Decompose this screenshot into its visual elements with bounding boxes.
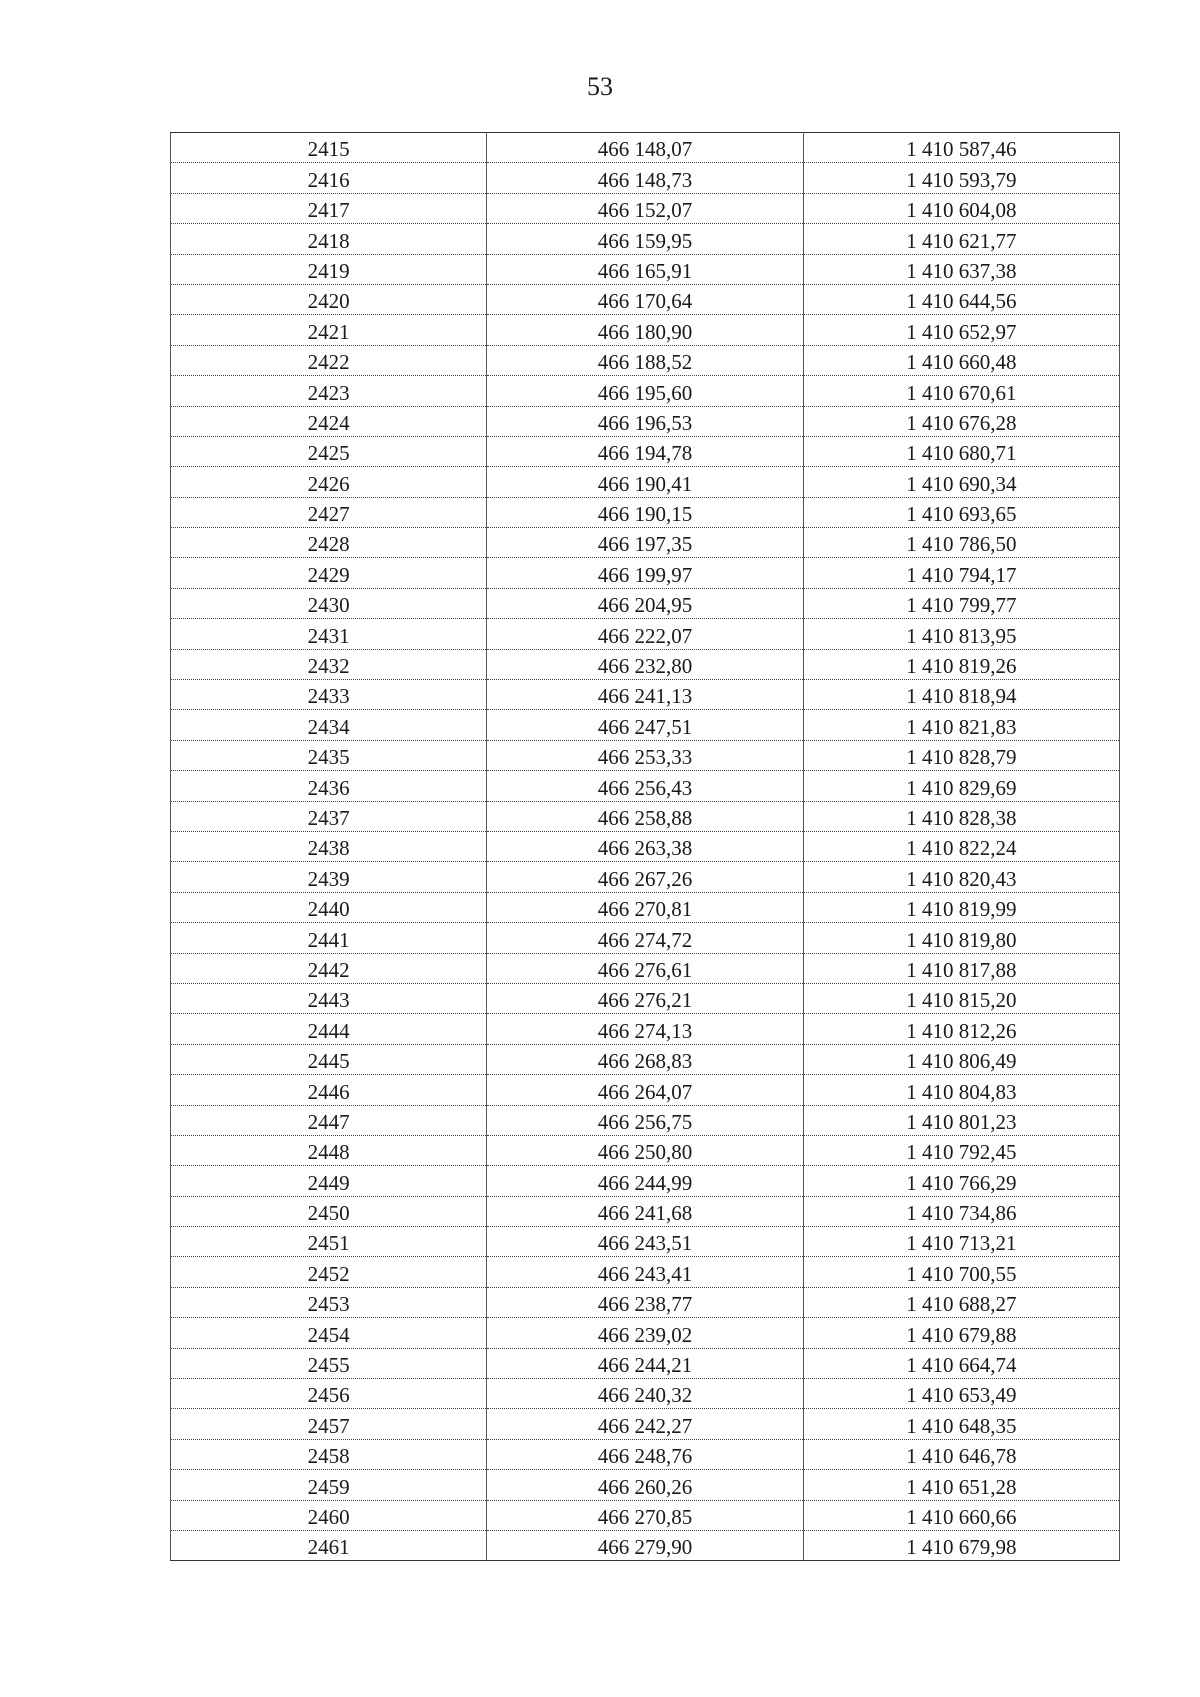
x-coordinate-cell: 466 244,21: [487, 1348, 803, 1378]
point-number-cell: 2443: [171, 983, 487, 1013]
table-row: [171, 1075, 1120, 1105]
y-coordinate-cell: 1 410 670,61: [803, 376, 1119, 406]
table-row: [171, 345, 1120, 375]
x-coordinate-cell: 466 243,51: [487, 1227, 803, 1257]
y-coordinate-cell: 1 410 604,08: [803, 193, 1119, 223]
table-row: [171, 831, 1120, 861]
point-number-cell: 2433: [171, 680, 487, 710]
x-coordinate-cell: 466 188,52: [487, 345, 803, 375]
x-coordinate-cell: 466 247,51: [487, 710, 803, 740]
x-coordinate-cell: 466 241,13: [487, 680, 803, 710]
x-coordinate-cell: 466 270,81: [487, 892, 803, 922]
point-number-cell: 2427: [171, 497, 487, 527]
table-row: [171, 1227, 1120, 1257]
table-row: [171, 1470, 1120, 1500]
x-coordinate-cell: 466 264,07: [487, 1075, 803, 1105]
point-number-cell: 2435: [171, 740, 487, 770]
point-number-cell: 2461: [171, 1530, 487, 1560]
table-row: [171, 740, 1120, 770]
x-coordinate-cell: 466 240,32: [487, 1379, 803, 1409]
table-row: [171, 1105, 1120, 1135]
point-number-cell: 2434: [171, 710, 487, 740]
table-row: [171, 771, 1120, 801]
table-row: [171, 254, 1120, 284]
y-coordinate-cell: 1 410 664,74: [803, 1348, 1119, 1378]
y-coordinate-cell: 1 410 646,78: [803, 1439, 1119, 1469]
y-coordinate-cell: 1 410 786,50: [803, 528, 1119, 558]
x-coordinate-cell: 466 238,77: [487, 1287, 803, 1317]
table-row: [171, 133, 1120, 163]
y-coordinate-cell: 1 410 660,66: [803, 1500, 1119, 1530]
x-coordinate-cell: 466 256,43: [487, 771, 803, 801]
table-row: [171, 497, 1120, 527]
point-number-cell: 2454: [171, 1318, 487, 1348]
x-coordinate-cell: 466 241,68: [487, 1196, 803, 1226]
y-coordinate-cell: 1 410 644,56: [803, 284, 1119, 314]
table-row: [171, 1196, 1120, 1226]
x-coordinate-cell: 466 222,07: [487, 619, 803, 649]
table-row: [171, 1530, 1120, 1560]
x-coordinate-cell: 466 199,97: [487, 558, 803, 588]
x-coordinate-cell: 466 152,07: [487, 193, 803, 223]
table-row: [171, 1318, 1120, 1348]
x-coordinate-cell: 466 258,88: [487, 801, 803, 831]
x-coordinate-cell: 466 253,33: [487, 740, 803, 770]
point-number-cell: 2417: [171, 193, 487, 223]
y-coordinate-cell: 1 410 820,43: [803, 862, 1119, 892]
y-coordinate-cell: 1 410 829,69: [803, 771, 1119, 801]
x-coordinate-cell: 466 270,85: [487, 1500, 803, 1530]
point-number-cell: 2436: [171, 771, 487, 801]
y-coordinate-cell: 1 410 812,26: [803, 1014, 1119, 1044]
table-row: [171, 193, 1120, 223]
point-number-cell: 2449: [171, 1166, 487, 1196]
x-coordinate-cell: 466 190,15: [487, 497, 803, 527]
x-coordinate-cell: 466 190,41: [487, 467, 803, 497]
y-coordinate-cell: 1 410 817,88: [803, 953, 1119, 983]
y-coordinate-cell: 1 410 806,49: [803, 1044, 1119, 1074]
y-coordinate-cell: 1 410 822,24: [803, 831, 1119, 861]
table-row: [171, 953, 1120, 983]
table-row: [171, 1287, 1120, 1317]
x-coordinate-cell: 466 263,38: [487, 831, 803, 861]
y-coordinate-cell: 1 410 804,83: [803, 1075, 1119, 1105]
coordinates-table-body: [171, 133, 1120, 1561]
x-coordinate-cell: 466 165,91: [487, 254, 803, 284]
point-number-cell: 2416: [171, 163, 487, 193]
table-row: [171, 983, 1120, 1013]
y-coordinate-cell: 1 410 679,88: [803, 1318, 1119, 1348]
point-number-cell: 2421: [171, 315, 487, 345]
point-number-cell: 2425: [171, 436, 487, 466]
point-number-cell: 2437: [171, 801, 487, 831]
point-number-cell: 2422: [171, 345, 487, 375]
table-row: [171, 436, 1120, 466]
y-coordinate-cell: 1 410 801,23: [803, 1105, 1119, 1135]
table-row: [171, 284, 1120, 314]
table-row: [171, 801, 1120, 831]
table-row: [171, 619, 1120, 649]
x-coordinate-cell: 466 248,76: [487, 1439, 803, 1469]
y-coordinate-cell: 1 410 821,83: [803, 710, 1119, 740]
point-number-cell: 2457: [171, 1409, 487, 1439]
x-coordinate-cell: 466 148,73: [487, 163, 803, 193]
table-row: [171, 406, 1120, 436]
y-coordinate-cell: 1 410 828,79: [803, 740, 1119, 770]
point-number-cell: 2448: [171, 1135, 487, 1165]
x-coordinate-cell: 466 180,90: [487, 315, 803, 345]
point-number-cell: 2440: [171, 892, 487, 922]
table-row: [171, 1166, 1120, 1196]
x-coordinate-cell: 466 256,75: [487, 1105, 803, 1135]
x-coordinate-cell: 466 197,35: [487, 528, 803, 558]
point-number-cell: 2419: [171, 254, 487, 284]
point-number-cell: 2428: [171, 528, 487, 558]
point-number-cell: 2455: [171, 1348, 487, 1378]
x-coordinate-cell: 466 244,99: [487, 1166, 803, 1196]
y-coordinate-cell: 1 410 693,65: [803, 497, 1119, 527]
point-number-cell: 2431: [171, 619, 487, 649]
y-coordinate-cell: 1 410 660,48: [803, 345, 1119, 375]
point-number-cell: 2432: [171, 649, 487, 679]
x-coordinate-cell: 466 274,13: [487, 1014, 803, 1044]
point-number-cell: 2442: [171, 953, 487, 983]
x-coordinate-cell: 466 239,02: [487, 1318, 803, 1348]
x-coordinate-cell: 466 274,72: [487, 923, 803, 953]
y-coordinate-cell: 1 410 653,49: [803, 1379, 1119, 1409]
table-row: [171, 649, 1120, 679]
point-number-cell: 2424: [171, 406, 487, 436]
point-number-cell: 2447: [171, 1105, 487, 1135]
y-coordinate-cell: 1 410 679,98: [803, 1530, 1119, 1560]
y-coordinate-cell: 1 410 690,34: [803, 467, 1119, 497]
x-coordinate-cell: 466 204,95: [487, 588, 803, 618]
y-coordinate-cell: 1 410 676,28: [803, 406, 1119, 436]
table-row: [171, 588, 1120, 618]
point-number-cell: 2429: [171, 558, 487, 588]
table-row: [171, 923, 1120, 953]
y-coordinate-cell: 1 410 766,29: [803, 1166, 1119, 1196]
y-coordinate-cell: 1 410 648,35: [803, 1409, 1119, 1439]
point-number-cell: 2450: [171, 1196, 487, 1226]
y-coordinate-cell: 1 410 587,46: [803, 133, 1119, 163]
y-coordinate-cell: 1 410 819,80: [803, 923, 1119, 953]
page-number: 53: [587, 72, 613, 101]
y-coordinate-cell: 1 410 813,95: [803, 619, 1119, 649]
table-row: [171, 862, 1120, 892]
table-row: [171, 680, 1120, 710]
point-number-cell: 2446: [171, 1075, 487, 1105]
x-coordinate-cell: 466 170,64: [487, 284, 803, 314]
y-coordinate-cell: 1 410 818,94: [803, 680, 1119, 710]
point-number-cell: 2418: [171, 224, 487, 254]
table-row: [171, 1044, 1120, 1074]
x-coordinate-cell: 466 276,21: [487, 983, 803, 1013]
point-number-cell: 2445: [171, 1044, 487, 1074]
point-number-cell: 2451: [171, 1227, 487, 1257]
y-coordinate-cell: 1 410 828,38: [803, 801, 1119, 831]
x-coordinate-cell: 466 279,90: [487, 1530, 803, 1560]
y-coordinate-cell: 1 410 593,79: [803, 163, 1119, 193]
x-coordinate-cell: 466 267,26: [487, 862, 803, 892]
point-number-cell: 2423: [171, 376, 487, 406]
table-row: [171, 1409, 1120, 1439]
table-row: [171, 1379, 1120, 1409]
point-number-cell: 2460: [171, 1500, 487, 1530]
point-number-cell: 2415: [171, 133, 487, 163]
y-coordinate-cell: 1 410 651,28: [803, 1470, 1119, 1500]
table-row: [171, 376, 1120, 406]
point-number-cell: 2420: [171, 284, 487, 314]
point-number-cell: 2452: [171, 1257, 487, 1287]
table-row: [171, 1348, 1120, 1378]
y-coordinate-cell: 1 410 794,17: [803, 558, 1119, 588]
x-coordinate-cell: 466 276,61: [487, 953, 803, 983]
point-number-cell: 2453: [171, 1287, 487, 1317]
table-row: [171, 1439, 1120, 1469]
table-row: [171, 558, 1120, 588]
point-number-cell: 2426: [171, 467, 487, 497]
x-coordinate-cell: 466 242,27: [487, 1409, 803, 1439]
point-number-cell: 2439: [171, 862, 487, 892]
table-row: [171, 892, 1120, 922]
y-coordinate-cell: 1 410 819,99: [803, 892, 1119, 922]
table-row: [171, 528, 1120, 558]
x-coordinate-cell: 466 196,53: [487, 406, 803, 436]
table-row: [171, 1135, 1120, 1165]
y-coordinate-cell: 1 410 792,45: [803, 1135, 1119, 1165]
x-coordinate-cell: 466 260,26: [487, 1470, 803, 1500]
x-coordinate-cell: 466 159,95: [487, 224, 803, 254]
table-row: [171, 467, 1120, 497]
table-row: [171, 163, 1120, 193]
table-row: [171, 1257, 1120, 1287]
x-coordinate-cell: 466 250,80: [487, 1135, 803, 1165]
table-row: [171, 1014, 1120, 1044]
table-row: [171, 315, 1120, 345]
y-coordinate-cell: 1 410 815,20: [803, 983, 1119, 1013]
coordinates-table: [170, 132, 1120, 1561]
y-coordinate-cell: 1 410 688,27: [803, 1287, 1119, 1317]
y-coordinate-cell: 1 410 700,55: [803, 1257, 1119, 1287]
point-number-cell: 2459: [171, 1470, 487, 1500]
point-number-cell: 2430: [171, 588, 487, 618]
table-row: [171, 1500, 1120, 1530]
y-coordinate-cell: 1 410 734,86: [803, 1196, 1119, 1226]
table-row: [171, 224, 1120, 254]
x-coordinate-cell: 466 194,78: [487, 436, 803, 466]
y-coordinate-cell: 1 410 680,71: [803, 436, 1119, 466]
x-coordinate-cell: 466 232,80: [487, 649, 803, 679]
x-coordinate-cell: 466 195,60: [487, 376, 803, 406]
point-number-cell: 2441: [171, 923, 487, 953]
point-number-cell: 2458: [171, 1439, 487, 1469]
y-coordinate-cell: 1 410 621,77: [803, 224, 1119, 254]
y-coordinate-cell: 1 410 799,77: [803, 588, 1119, 618]
y-coordinate-cell: 1 410 652,97: [803, 315, 1119, 345]
x-coordinate-cell: 466 148,07: [487, 133, 803, 163]
table-row: [171, 710, 1120, 740]
x-coordinate-cell: 466 243,41: [487, 1257, 803, 1287]
x-coordinate-cell: 466 268,83: [487, 1044, 803, 1074]
point-number-cell: 2444: [171, 1014, 487, 1044]
point-number-cell: 2438: [171, 831, 487, 861]
y-coordinate-cell: 1 410 713,21: [803, 1227, 1119, 1257]
y-coordinate-cell: 1 410 637,38: [803, 254, 1119, 284]
point-number-cell: 2456: [171, 1379, 487, 1409]
y-coordinate-cell: 1 410 819,26: [803, 649, 1119, 679]
